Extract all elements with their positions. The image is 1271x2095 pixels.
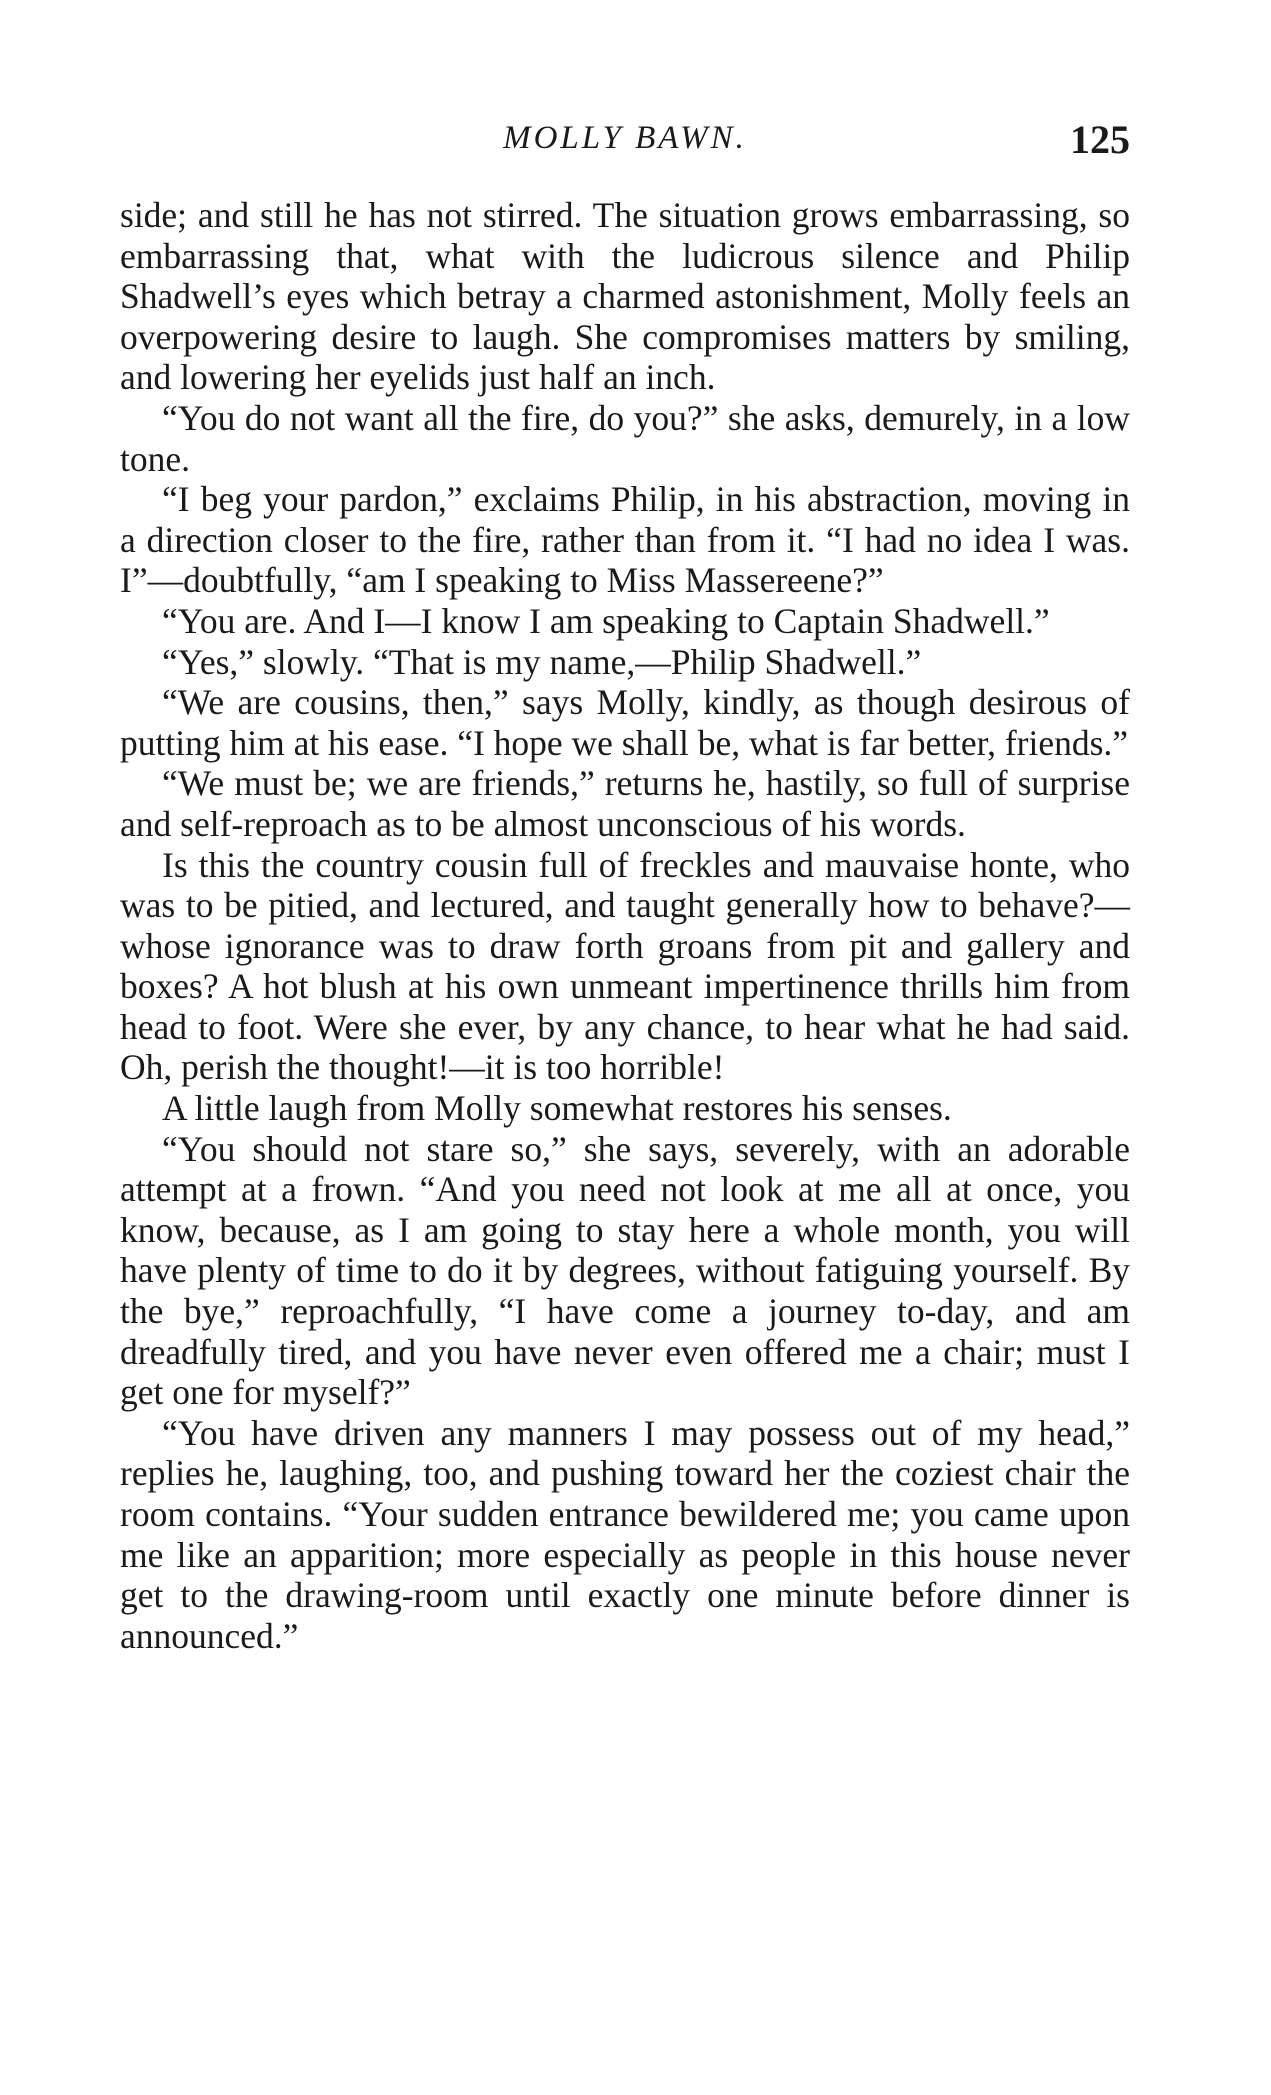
paragraph: “Yes,” slowly. “That is my name,—Philip Shadwell.” (162, 641, 922, 682)
paragraph: A little laugh from Molly somewhat restores his senses. (162, 1088, 952, 1129)
paragraph: “You have driven any manners I may possess out of my head,” replies he, laughing, too, and pushing toward her the coziest chair the room contains. “Your sudden entrance bewildered me; you came upon me like an apparition; more especially as people in this house never get to the drawing-room until exactly one minute before dinner is announced.” (120, 1412, 1130, 1656)
paragraph: “You do not want all the fire, do you?” she asks, demurely, in a low tone. (120, 397, 1130, 479)
paragraph: Is this the country cousin full of freckles and mauvaise honte, who was to be pitied, and lectured, and taught generally how to behave?—whose ignorance was to draw forth groans from pit and gallery and boxes? A hot blush at his own unmeant impertinence thrills him from head to foot. Were she ever, by any chance, to hear what he had said. Oh, perish the thought!—it is too horrible! (120, 844, 1130, 1088)
body-text (120, 195, 1130, 1656)
running-title: MOLLY BAWN. (503, 120, 747, 156)
page-header (120, 117, 1130, 170)
page-number: 125 (1070, 117, 1130, 162)
paragraph: “We are cousins, then,” says Molly, kindly, as though desirous of putting him at his ease. “I hope we shall be, what is far better, friends.” (120, 682, 1130, 763)
paragraph: “You should not stare so,” she says, severely, with an adorable attempt at a frown. “And you need not look at me all at once, you know, because, as I am going to stay here a whole month, you will have plenty of time to do it by degrees, without fatiguing yourself. By the bye,” reproachfully, “I have come a journey to-day, and am dreadfully tired, and you have never even offered me a chair; must I get one for myself?” (120, 1128, 1130, 1413)
paragraph: “You are. And I—I know I am speaking to Captain Shadwell.” (162, 600, 1050, 641)
paragraph: “We must be; we are friends,” returns he, hastily, so full of surprise and self-reproach as to be almost unconscious of his words. (120, 763, 1130, 844)
paragraph: “I beg your pardon,” exclaims Philip, in his abstraction, moving in a direction closer to the fire, rather than from it. “I had no idea I was. I”—doubtfully, “am I speaking to Miss Massereene?” (120, 479, 1130, 601)
paragraph: side; and still he has not stirred. The situation grows embarrassing, so embarrassing that, what with the ludicrous silence and Philip Shadwell’s eyes which betray a charmed astonishment, Molly feels an overpowering desire to laugh. She compromises matters by smiling, and lowering her eyelids just half an inch. (120, 195, 1130, 398)
